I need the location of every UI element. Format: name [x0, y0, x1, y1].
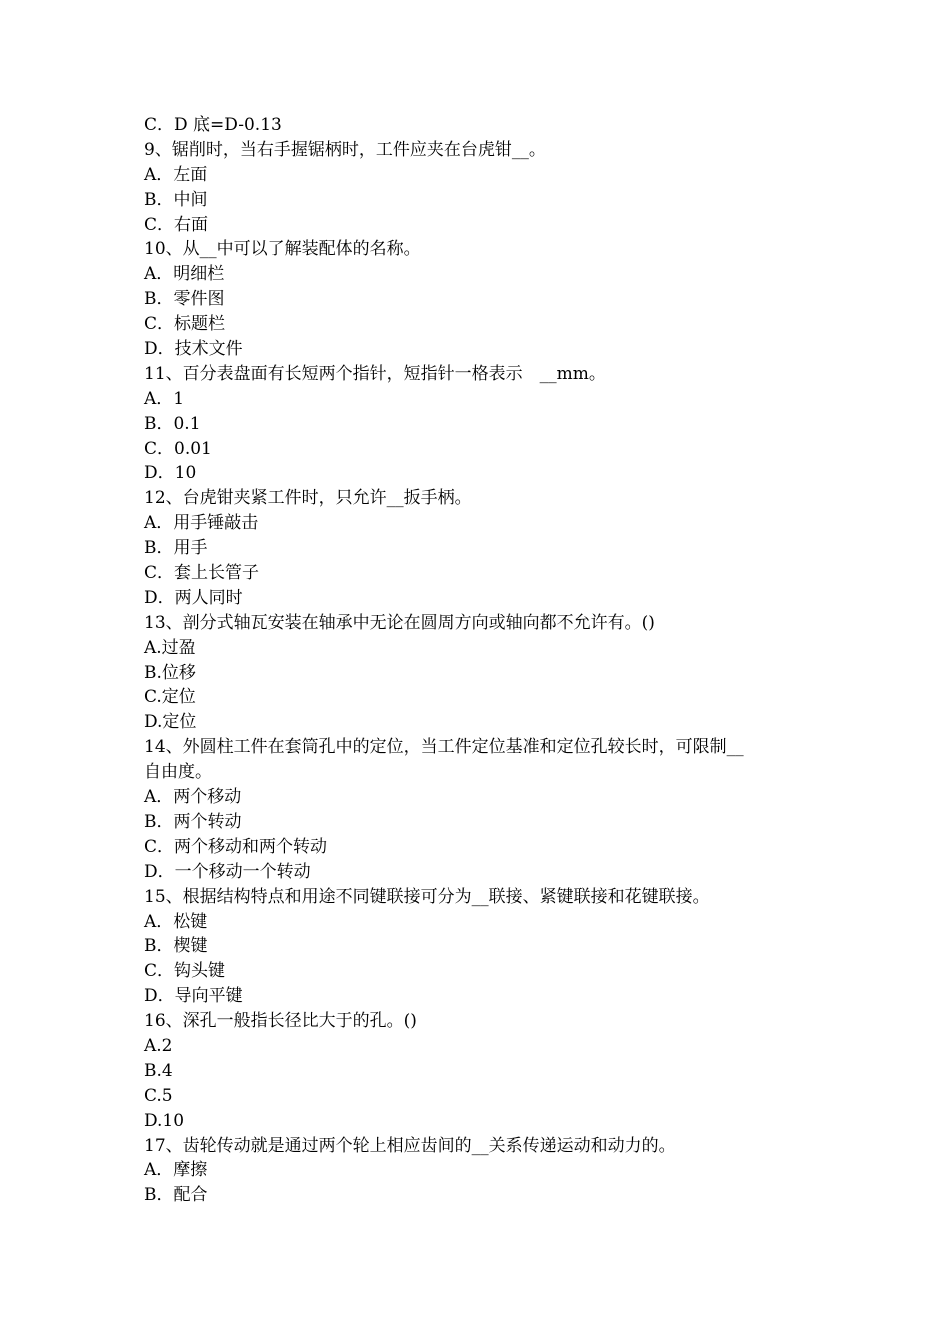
option-line: C．标题栏: [144, 314, 226, 335]
option-line: B．两个转动: [144, 811, 242, 832]
option-line: D．导向平键: [144, 986, 243, 1007]
option-line: C.5: [144, 1085, 173, 1106]
option-line: A．松键: [144, 911, 208, 932]
question-line: 14、外圆柱工件在套筒孔中的定位，当工件定位基准和定位孔较长时，可限制__: [144, 737, 744, 758]
question-line-continued: 自由度。: [144, 762, 212, 783]
option-line: B．楔键: [144, 936, 208, 957]
option-line: A.2: [144, 1035, 173, 1056]
option-line: B．用手: [144, 538, 208, 559]
question-line: 10、从__中可以了解装配体的名称。: [144, 239, 421, 260]
option-line: B．中间: [144, 189, 208, 210]
option-line: A．两个移动: [144, 787, 242, 808]
option-line: C．套上长管子: [144, 563, 260, 584]
option-line: B．零件图: [144, 289, 225, 310]
option-line: D．一个移动一个转动: [144, 861, 311, 882]
option-line: C．D 底=D-0.13: [144, 115, 282, 135]
question-line: 12、台虎钳夹紧工件时，只允许__扳手柄。: [144, 488, 472, 509]
option-line: C．0.01: [144, 438, 212, 459]
question-line: 9、锯削时，当右手握锯柄时，工件应夹在台虎钳__。: [144, 139, 546, 160]
option-line: A.过盈: [144, 637, 196, 658]
option-line: C．右面: [144, 214, 209, 235]
option-line: A．用手锤敲击: [144, 513, 259, 534]
question-line: 11、百分表盘面有长短两个指针，短指针一格表示 __mm。: [144, 363, 606, 384]
option-line: D．10: [144, 463, 197, 484]
question-line: 13、剖分式轴瓦安装在轴承中无论在圆周方向或轴向都不允许有。(): [144, 612, 655, 633]
option-line: A．1: [144, 388, 185, 409]
question-line: 16、深孔一般指长径比大于的孔。(): [144, 1011, 417, 1032]
option-line: C．两个移动和两个转动: [144, 836, 328, 857]
option-line: B.4: [144, 1060, 173, 1081]
option-line: C．钩头键: [144, 961, 226, 982]
option-line: B．0.1: [144, 413, 201, 434]
option-line: D．技术文件: [144, 339, 243, 360]
option-line: D．两人同时: [144, 587, 243, 608]
document-body: [144, 113, 824, 1208]
question-line: 15、根据结构特点和用途不同键联接可分为__联接、紧键联接和花键联接。: [144, 886, 710, 907]
option-line: D.定位: [144, 712, 197, 733]
option-line: A．左面: [144, 164, 208, 185]
option-line: A．明细栏: [144, 264, 225, 285]
question-line: 17、齿轮传动就是通过两个轮上相应齿间的__关系传递运动和动力的。: [144, 1135, 676, 1156]
option-line: B．配合: [144, 1185, 208, 1206]
option-line: D.10: [144, 1110, 185, 1131]
option-line: B.位移: [144, 662, 196, 683]
option-line: A．摩擦: [144, 1160, 208, 1181]
option-line: C.定位: [144, 687, 196, 708]
